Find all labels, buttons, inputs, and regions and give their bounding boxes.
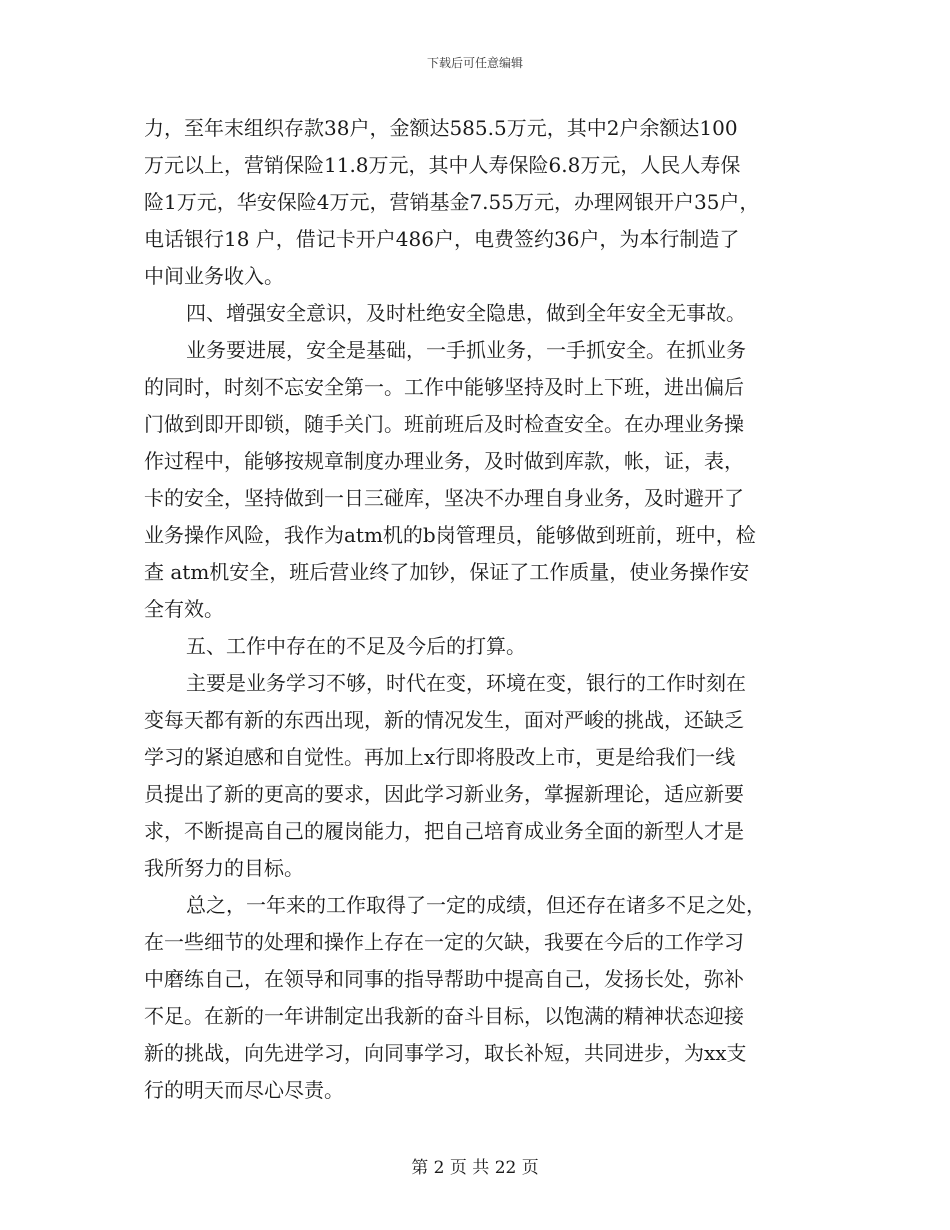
body-line: 学习的紧迫感和自觉性。再加上x行即将股改上市，更是给我们一线 xyxy=(144,745,736,769)
body-line: 的同时，时刻不忘安全第一。工作中能够坚持及时上下班，进出偏后 xyxy=(144,375,744,399)
body-line: 电话银行18 户，借记卡开户486户，电费签约36户，为本行制造了 xyxy=(144,227,740,251)
body-line: 卡的安全，坚持做到一日三碰库，坚决不办理自身业务，及时避开了 xyxy=(144,486,744,510)
body-line: 业务要进展，安全是基础，一手抓业务，一手抓安全。在抓业务 xyxy=(186,338,746,362)
body-line: 变每天都有新的东西出现，新的情况发生，面对严峻的挑战，还缺乏 xyxy=(144,708,744,732)
body-line: 门做到即开即锁，随手关门。班前班后及时检查安全。在办理业务操 xyxy=(144,412,744,436)
body-line: 行的明天而尽心尽责。 xyxy=(144,1078,344,1102)
body-line: 主要是业务学习不够，时代在变，环境在变，银行的工作时刻在 xyxy=(186,671,746,695)
body-line: 新的挑战，向先进学习，向同事学习，取长补短，共同进步，为xx支 xyxy=(144,1041,747,1065)
body-line: 员提出了新的更高的要求，因此学习新业务，掌握新理论，适应新要 xyxy=(144,782,744,806)
body-line: 作过程中，能够按规章制度办理业务，及时做到库款，帐，证，表， xyxy=(144,449,744,473)
section-heading: 四、增强安全意识，及时杜绝安全隐患，做到全年安全无事故。 xyxy=(186,301,746,325)
body-line: 我所努力的目标。 xyxy=(144,856,304,880)
body-line: 总之，一年来的工作取得了一定的成绩，但还存在诸多不足之处， xyxy=(186,893,766,917)
page-header: 下载后可任意编辑 xyxy=(426,56,523,70)
body-line: 不足。在新的一年讲制定出我新的奋斗目标，以饱满的精神状态迎接 xyxy=(144,1004,744,1028)
body-line: 万元以上，营销保险11.8万元，其中人寿保险6.8万元，人民人寿保 xyxy=(144,153,741,177)
body-line: 全有效。 xyxy=(144,597,224,621)
body-line: 力，至年末组织存款38户，金额达585.5万元，其中2户余额达100 xyxy=(144,116,738,140)
body-line: 业务操作风险，我作为atm机的b岗管理员，能够做到班前，班中，检 xyxy=(144,523,756,547)
body-line: 中间业务收入。 xyxy=(144,264,284,288)
page-number: 第 2 页 共 22 页 xyxy=(411,1158,539,1178)
body-line: 求，不断提高自己的履岗能力，把自己培育成业务全面的新型人才是 xyxy=(144,819,744,843)
section-heading: 五、工作中存在的不足及今后的打算。 xyxy=(186,634,526,658)
body-line: 险1万元，华安保险4万元，营销基金7.55万元，办理网银开户35户， xyxy=(144,190,760,214)
body-line: 查 atm机安全，班后营业终了加钞，保证了工作质量，使业务操作安 xyxy=(144,560,750,584)
body-line: 中磨练自己，在领导和同事的指导帮助中提高自己，发扬长处，弥补 xyxy=(144,967,744,991)
body-line: 在一些细节的处理和操作上存在一定的欠缺，我要在今后的工作学习 xyxy=(144,930,744,954)
